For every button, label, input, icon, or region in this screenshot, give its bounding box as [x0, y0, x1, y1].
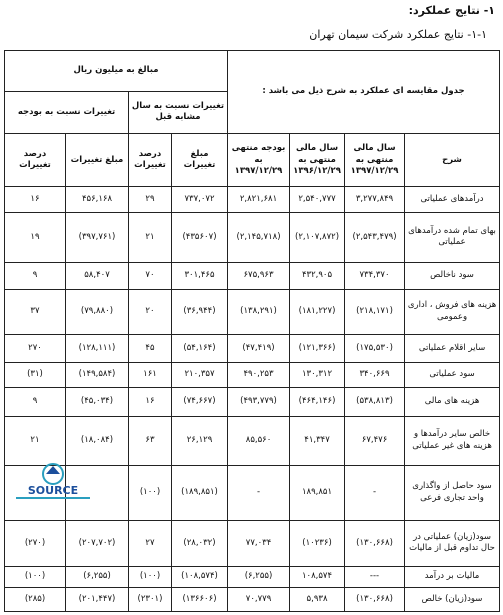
cell-bud-pct: ۱۶	[5, 187, 66, 212]
cell-bud-amt: (۷۹,۸۸۰)	[66, 289, 129, 334]
cell-bud-pct: ۱۹	[5, 212, 66, 263]
cell-desc: سود(زیان) عملیاتی در حال تداوم قبل از مالیات	[405, 520, 500, 567]
cell-bud-amt: (۲۰۱,۴۴۷)	[66, 587, 129, 611]
cell-fy1397: ۳۴۰,۶۶۹	[345, 362, 405, 387]
cell-prev-pct: ۱۶۱	[129, 362, 172, 387]
cell-fy1397: (۲۱۸,۱۷۱)	[345, 289, 405, 334]
cell-budget: (۶,۲۵۵)	[228, 567, 290, 587]
col-header-fy1396: سال مالی منتهی به ۱۳۹۶/۱۲/۲۹	[290, 134, 345, 187]
cell-fy1397: (۵۳۸,۸۱۳)	[345, 388, 405, 416]
cell-budget: ۸۵,۵۶۰	[228, 416, 290, 465]
cell-bud-amt: (۶,۲۵۵)	[66, 567, 129, 587]
cell-prev-amt: (۱۸۹,۸۵۱)	[172, 465, 228, 520]
cell-desc: درآمدهای عملیاتی	[405, 187, 500, 212]
table-row	[5, 520, 500, 567]
cell-budget: ۷۰,۷۷۹	[228, 587, 290, 611]
cell-fy1396: (۱۰۲۳۶)	[290, 520, 345, 567]
cell-desc: هزینه های مالی	[405, 388, 500, 416]
cell-bud-amt: (۲۰۷,۷۰۲)	[66, 520, 129, 567]
col-header-budget: بودجه منتهی به ۱۳۹۷/۱۲/۲۹	[228, 134, 290, 187]
cell-prev-amt: (۷۴,۶۶۷)	[172, 388, 228, 416]
table-row	[5, 416, 500, 465]
table-intro: جدول مقایسه ای عملکرد به شرح ذیل می باشد :	[228, 51, 500, 134]
section-heading: ۱- نتایج عملکرد:	[408, 4, 495, 17]
performance-table	[4, 50, 500, 612]
table-row	[5, 334, 500, 362]
table-row	[5, 263, 500, 289]
cell-fy1396: (۱۲۱,۳۶۶)	[290, 334, 345, 362]
table-row	[5, 388, 500, 416]
cell-desc: بهای تمام شده درآمدهای عملیاتی	[405, 212, 500, 263]
col-header-desc: شرح	[405, 134, 500, 187]
cell-fy1396: ۱۳۰,۳۱۲	[290, 362, 345, 387]
cell-prev-pct: ۲۱	[129, 212, 172, 263]
cell-budget: ۷۷,۰۳۴	[228, 520, 290, 567]
cell-fy1396: ۱۰۸,۵۷۴	[290, 567, 345, 587]
cell-prev-amt: (۳۶,۹۴۴)	[172, 289, 228, 334]
cell-budget: (۴۷,۴۱۹)	[228, 334, 290, 362]
cell-budget: ۴۹۰,۲۵۳	[228, 362, 290, 387]
cell-prev-pct: (۱۰۰)	[129, 465, 172, 520]
cell-prev-amt: ۳۰۱,۴۶۵	[172, 263, 228, 289]
cell-desc: سود عملیاتی	[405, 362, 500, 387]
cell-fy1397: (۱۷۵,۵۳۰)	[345, 334, 405, 362]
cell-bud-amt: (۳۹۷,۷۶۱)	[66, 212, 129, 263]
table-row	[5, 212, 500, 263]
cell-fy1396: ۵,۹۳۸	[290, 587, 345, 611]
cell-prev-amt: (۴۳۵۶۰۷)	[172, 212, 228, 263]
table-row	[5, 289, 500, 334]
cell-desc: مالیات بر درآمد	[405, 567, 500, 587]
cell-fy1397: ۳,۲۷۷,۸۴۹	[345, 187, 405, 212]
cell-desc: سود ناخالص	[405, 263, 500, 289]
section-subheading: ۱-۱- نتایج عملکرد شرکت سیمان تهران	[309, 28, 487, 41]
cell-bud-amt: (۱۲۸,۱۱۱)	[66, 334, 129, 362]
col-header-budget-percent: درصد تغییرات	[5, 134, 66, 187]
cell-bud-pct: ۹	[5, 263, 66, 289]
cell-prev-pct: ۱۶	[129, 388, 172, 416]
cell-fy1397: (۱۳۰,۶۶۸)	[345, 587, 405, 611]
cell-fy1396: (۴۶۴,۱۴۶)	[290, 388, 345, 416]
cell-bud-pct: (۲۸۵)	[5, 587, 66, 611]
cell-prev-amt: ۲۱۰,۳۵۷	[172, 362, 228, 387]
cell-fy1396: ۴۳۲,۹۰۵	[290, 263, 345, 289]
cell-fy1397: (۱۳۰,۶۶۸)	[345, 520, 405, 567]
col-header-prev-percent: درصد تغییرات	[129, 134, 172, 187]
cell-bud-pct: (۳۱)	[5, 362, 66, 387]
group-header-budget: تغییرات نسبت به بودجه	[5, 91, 129, 134]
cell-fy1397: (۲,۵۴۳,۴۷۹)	[345, 212, 405, 263]
col-header-budget-amount: مبلغ تغییرات	[66, 134, 129, 187]
cell-prev-pct: ۲۷	[129, 520, 172, 567]
cell-bud-amt: ۴۵۶,۱۶۸	[66, 187, 129, 212]
cell-prev-pct: ۷۰	[129, 263, 172, 289]
cell-prev-amt: (۱۳۶۶۰۶)	[172, 587, 228, 611]
cell-fy1396: (۲,۱۰۷,۸۷۲)	[290, 212, 345, 263]
cell-desc: سود حاصل از واگذاری واحد تجاری فرعی	[405, 465, 500, 520]
cell-fy1397: -	[345, 465, 405, 520]
source-watermark-logo	[6, 462, 100, 502]
watermark-text: SOURCE	[27, 484, 79, 497]
cell-prev-amt: (۱۰۸,۵۷۴)	[172, 567, 228, 587]
cell-budget: -	[228, 465, 290, 520]
cell-fy1397: ۶۷,۴۷۶	[345, 416, 405, 465]
cell-budget: (۴۹۳,۷۷۹)	[228, 388, 290, 416]
cell-bud-amt: ۵۸,۴۰۷	[66, 263, 129, 289]
table-row	[5, 587, 500, 611]
cell-bud-amt: (۱۸,۰۸۴)	[66, 416, 129, 465]
cell-budget: ۶۷۵,۹۶۳	[228, 263, 290, 289]
cell-fy1396: ۱۸۹,۸۵۱	[290, 465, 345, 520]
cell-prev-pct: ۴۵	[129, 334, 172, 362]
cell-budget: ۲,۸۲۱,۶۸۱	[228, 187, 290, 212]
cell-prev-amt: ۷۳۷,۰۷۲	[172, 187, 228, 212]
table-row	[5, 187, 500, 212]
units-header: مبالغ به میلیون ریال	[5, 51, 228, 92]
cell-bud-pct: (۱۰۰)	[5, 567, 66, 587]
cell-bud-pct: ۲۷۰	[5, 334, 66, 362]
cell-prev-amt: ۲۶,۱۲۹	[172, 416, 228, 465]
table-row	[5, 567, 500, 587]
col-header-prev-amount: مبلغ تغییرات	[172, 134, 228, 187]
cell-prev-pct: ۲۰	[129, 289, 172, 334]
cell-desc: سایر اقلام عملیاتی	[405, 334, 500, 362]
cell-fy1396: ۴۱,۳۴۷	[290, 416, 345, 465]
cell-fy1396: ۲,۵۴۰,۷۷۷	[290, 187, 345, 212]
cell-prev-pct: (۱۰۰)	[129, 567, 172, 587]
cell-bud-pct: ۳۷	[5, 289, 66, 334]
cell-prev-pct: ۶۳	[129, 416, 172, 465]
group-header-prev-year: تغییرات نسبت به سال مشابه قبل	[129, 91, 228, 134]
cell-bud-pct: ۲۱	[5, 416, 66, 465]
cell-bud-pct: ۹	[5, 388, 66, 416]
cell-bud-amt: (۴۵,۰۳۴)	[66, 388, 129, 416]
cell-fy1396: (۱۸۱,۲۲۷)	[290, 289, 345, 334]
cell-fy1397: ---	[345, 567, 405, 587]
cell-prev-amt: (۵۴,۱۶۴)	[172, 334, 228, 362]
cell-prev-pct: ۲۹	[129, 187, 172, 212]
cell-prev-pct: (۲۳۰۱)	[129, 587, 172, 611]
cell-bud-pct: (۲۷۰)	[5, 520, 66, 567]
cell-fy1397: ۷۳۴,۳۷۰	[345, 263, 405, 289]
cell-desc: هزینه های فروش ، اداری وعمومی	[405, 289, 500, 334]
cell-budget: (۱۳۸,۲۹۱)	[228, 289, 290, 334]
cell-budget: (۲,۱۴۵,۷۱۸)	[228, 212, 290, 263]
cell-bud-amt: (۱۴۹,۵۸۴)	[66, 362, 129, 387]
cell-desc: سود(زیان) خالص	[405, 587, 500, 611]
cell-desc: خالص سایر درآمدها و هزینه های غیر عملیاتی	[405, 416, 500, 465]
cell-prev-amt: (۲۸,۰۳۲)	[172, 520, 228, 567]
col-header-fy1397: سال مالی منتهی به ۱۳۹۷/۱۲/۲۹	[345, 134, 405, 187]
table-row	[5, 362, 500, 387]
